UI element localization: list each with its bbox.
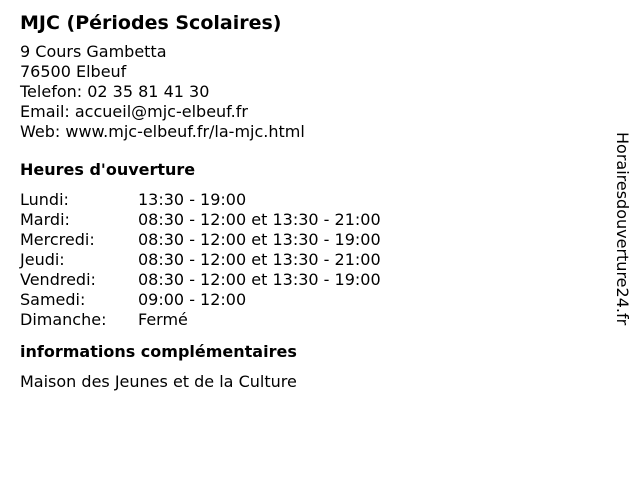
hours-day: Samedi: xyxy=(20,290,86,309)
hours-heading: Heures d'ouverture xyxy=(20,160,196,179)
address-block xyxy=(20,42,590,142)
hours-day: Lundi: xyxy=(20,190,69,209)
hours-row xyxy=(20,210,590,230)
hours-day: Mardi: xyxy=(20,210,70,229)
hours-day: Mercredi: xyxy=(20,230,95,249)
hours-day: Dimanche: xyxy=(20,310,107,329)
hours-table xyxy=(20,190,590,330)
hours-row xyxy=(20,310,590,330)
hours-time: Fermé xyxy=(138,310,188,329)
extra-info-text: Maison des Jeunes et de la Culture xyxy=(20,372,297,391)
hours-row xyxy=(20,290,590,310)
extra-info-heading: informations complémentaires xyxy=(20,342,297,361)
hours-row xyxy=(20,190,590,210)
hours-row xyxy=(20,250,590,270)
hours-day: Vendredi: xyxy=(20,270,96,289)
page-title: MJC (Périodes Scolaires) xyxy=(20,12,282,34)
info-card xyxy=(20,10,590,392)
hours-time: 08:30 - 12:00 et 13:30 - 19:00 xyxy=(138,270,381,289)
hours-time: 09:00 - 12:00 xyxy=(138,290,247,309)
city-line: 76500 Elbeuf xyxy=(20,62,127,81)
web-line: Web: www.mjc-elbeuf.fr/la-mjc.html xyxy=(20,122,305,141)
phone-line: Telefon: 02 35 81 41 30 xyxy=(20,82,210,101)
email-line: Email: accueil@mjc-elbeuf.fr xyxy=(20,102,248,121)
hours-row xyxy=(20,270,590,290)
hours-row xyxy=(20,230,590,250)
site-watermark: Horairesdouverture24.fr xyxy=(613,132,632,326)
hours-time: 08:30 - 12:00 et 13:30 - 19:00 xyxy=(138,230,381,249)
hours-time: 08:30 - 12:00 et 13:30 - 21:00 xyxy=(138,250,381,269)
hours-time: 08:30 - 12:00 et 13:30 - 21:00 xyxy=(138,210,381,229)
hours-day: Jeudi: xyxy=(20,250,65,269)
street-line: 9 Cours Gambetta xyxy=(20,42,167,61)
hours-time: 13:30 - 19:00 xyxy=(138,190,247,209)
